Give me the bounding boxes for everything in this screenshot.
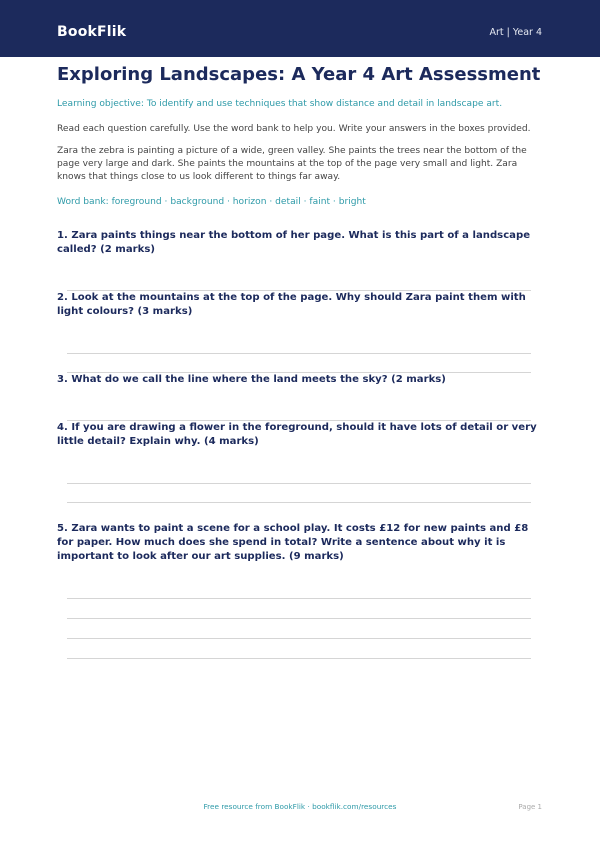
word-bank: Word bank: foreground · background · horizon · detail · faint · bright [57,197,366,207]
page-title: Exploring Landscapes: A Year 4 Art Assessment [57,64,541,85]
brand-logo[interactable]: BookFlik [57,24,127,40]
answer-line[interactable] [67,598,531,599]
question-1: 1. Zara paints things near the bottom of her page. What is this part of a landscape called? (2 marks) [57,230,531,255]
answer-line[interactable] [67,353,531,354]
answer-line[interactable] [67,502,531,503]
story-paragraph: Zara the zebra is painting a picture of a wide, green valley. She paints the trees near the bottom of the page very large and dark. She paints the mountains at the top of the page very small and light. Zara knows that things close to us look different to things far away. [57,146,527,182]
page-number: Page 1 [518,803,542,811]
question-3: 3. What do we call the line where the land meets the sky? (2 marks) [57,374,446,385]
footer-link[interactable]: Free resource from BookFlik · bookflik.com/resources [203,802,397,811]
question-2: 2. Look at the mountains at the top of the page. Why should Zara paint them with light colours? (3 marks) [57,292,526,317]
answer-line[interactable] [67,638,531,639]
header-bar [0,0,600,57]
question-4: 4. If you are drawing a flower in the foreground, should it have lots of detail or very little detail? Explain why. (4 marks) [57,422,537,447]
question-5: 5. Zara wants to paint a scene for a school play. It costs £12 for new paints and £8 for paper. How much does she spend in total? Write a sentence about why it is important to look after our art supplies. (9 marks) [57,523,529,562]
breadcrumb: Art | Year 4 [489,27,542,38]
instructions: Read each question carefully. Use the word bank to help you. Write your answers in the boxes provided. [57,124,531,134]
answer-line[interactable] [67,658,531,659]
answer-line[interactable] [67,618,531,619]
learning-objective: Learning objective: To identify and use techniques that show distance and detail in landscape art. [57,99,503,109]
answer-line[interactable] [67,483,531,484]
